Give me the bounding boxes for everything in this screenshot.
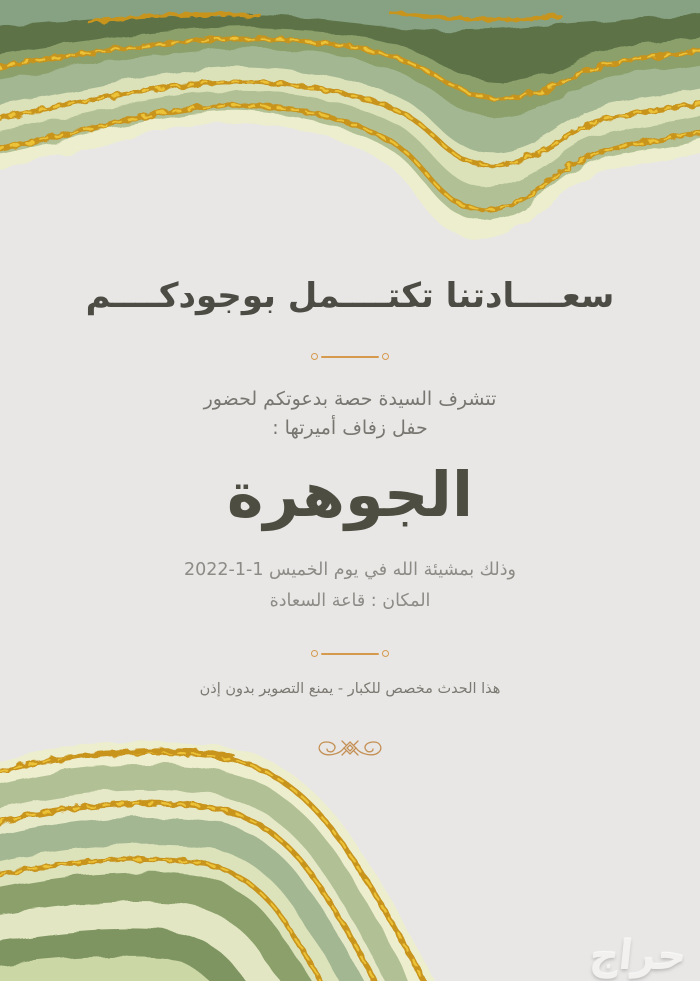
bottom-marble-art [0, 731, 460, 981]
divider-end-ring [382, 650, 389, 657]
intro-line-2: حفل زفاف أميرتها : [272, 417, 428, 439]
notice-text: هذا الحدث مخصص للكبار - يمنع التصوير بدون إذن [199, 681, 501, 697]
date-text: وذلك بمشيئة الله في يوم الخميس 1-1-2022 [184, 560, 516, 580]
divider-end-ring [311, 650, 318, 657]
top-marble-bands [0, 0, 700, 239]
top-marble-art [0, 0, 700, 280]
intro-line-1: تتشرف السيدة حصة بدعوتكم لحضور [203, 388, 497, 410]
bride-name-text: الجوهرة [226, 458, 474, 531]
top-gold-veins [0, 12, 700, 210]
venue-text: المكان : قاعة السعادة [269, 591, 431, 611]
flourish-ornament [0, 737, 700, 759]
divider-line [321, 356, 379, 358]
gold-divider-bottom [0, 650, 700, 657]
bottom-marble-bands [0, 741, 442, 981]
divider-line [321, 653, 379, 655]
gold-divider-top [0, 353, 700, 360]
bottom-gold-veins [0, 750, 432, 981]
haraj-watermark: حراج [587, 933, 689, 979]
headline-text: سعــــادتنا تكتــــمل بوجودكــــم [85, 276, 615, 316]
flourish-icon [314, 737, 386, 759]
divider-end-ring [382, 353, 389, 360]
divider-end-ring [311, 353, 318, 360]
